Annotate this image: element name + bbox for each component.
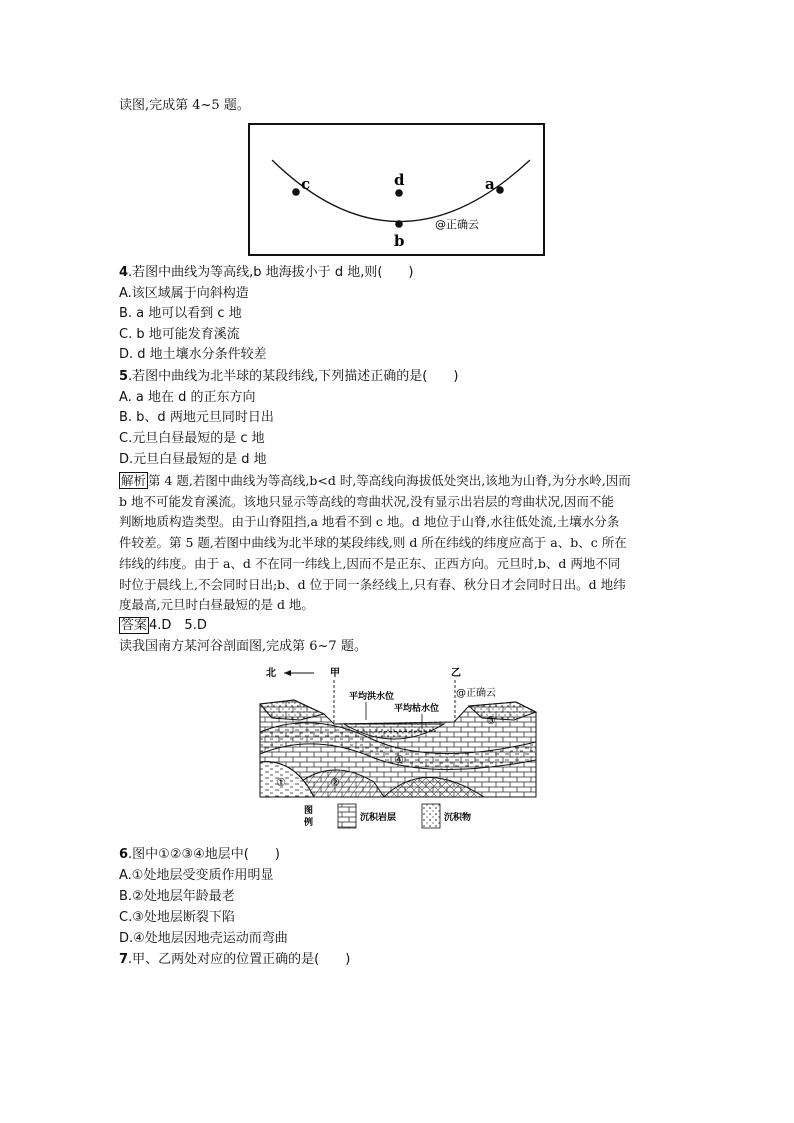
figure-1-curve-diagram [248,123,546,257]
legend-title-1: 图 [304,806,314,816]
q4-option-c[interactable]: C. b 地可能发育溪流 [119,327,240,342]
watermark-2: @正确云 [456,688,496,699]
figure-2-valley-section [254,662,544,832]
answer-line [119,616,207,636]
q6-option-b[interactable]: B.②处地层年龄最老 [119,889,235,904]
yi-label: 乙 [451,668,461,679]
analysis-line: 判断地质构造类型。由于山脊阻挡,a 地看不到 c 地。d 地位于山脊,水往低处流,土壤水分条 [119,514,620,530]
label-b: b [394,232,405,250]
analysis-line: 件较差。第 5 题,若图中曲线为北半球的某段纬线,则 d 所在纬线的纬度应高于 a、b、c 所在 [119,535,627,551]
marker-3: ③ [486,714,496,727]
intro-text-1: 读图,完成第 4~5 题。 [119,98,250,113]
q6-option-a[interactable]: A.①处地层受变质作用明显 [119,868,274,883]
question-7: 7.甲、乙两处对应的位置正确的是( ) [119,952,351,967]
analysis-line: 纬线的纬度。由于 a、d 不在同一纬线上,因而不是正东、正西方向。元旦时,b、d 两地不同 [119,555,621,571]
analysis-line: 度最高,元旦时白昼最短的是 d 地。 [119,597,314,613]
q5-option-b[interactable]: B. b、d 两地元旦同时日出 [119,410,274,425]
q6-option-d[interactable]: D.④处地层因地壳运动而弯曲 [119,931,288,946]
q6-option-c[interactable]: C.③处地层断裂下陷 [119,910,235,925]
marker-4: ④ [394,753,404,766]
question-6: 6.图中①②③④地层中( ) [119,847,280,862]
jia-label: 甲 [330,668,340,679]
intro-text-2: 读我国南方某河谷剖面图,完成第 6~7 题。 [119,639,367,654]
answer-text: 4.D 5.D [149,618,207,633]
question-4: 4.若图中曲线为等高线,b 地海拔小于 d 地,则( ) [119,265,414,280]
label-c: c [301,175,311,193]
legend-sediment-label: 沉积物 [444,813,472,823]
q5-option-d[interactable]: D.元旦白昼最短的是 d 地 [119,452,267,467]
marker-2: ② [330,776,340,789]
label-d: d [394,171,405,189]
legend-rock-label: 沉积岩层 [360,813,397,823]
flood-level-label: 平均洪水位 [349,692,395,702]
q5-option-a[interactable]: A. a 地在 d 的正东方向 [119,390,256,405]
dry-level-label: 平均枯水位 [394,704,440,714]
answer-tag: 答案 [121,618,148,633]
analysis-line: 第 4 题,若图中曲线为等高线,b<d 时,等高线向海拔低处突出,该地为山脊,为分水岭,因而 [148,473,631,488]
north-label: 北 [266,668,276,679]
q5-option-c[interactable]: C.元旦白昼最短的是 c 地 [119,431,265,446]
q4-option-d[interactable]: D. d 地土壤水分条件较差 [119,347,267,362]
label-a: a [485,175,495,193]
q4-option-a[interactable]: A.该区域属于向斜构造 [119,286,249,301]
analysis-line: b 地不可能发育溪流。该地只显示等高线的弯曲状况,没有显示出岩层的弯曲状况,因而不能 [119,493,614,509]
analysis-tag: 解析 [121,473,147,488]
question-5: 5.若图中曲线为北半球的某段纬线,下列描述正确的是( ) [119,369,459,384]
legend-title-2: 例 [304,818,314,828]
analysis-line: 时位于晨线上,不会同时日出;b、d 位于同一条经线上,只有春、秋分日才会同时日出。d 地纬 [119,576,626,592]
marker-1: ① [276,776,286,789]
q4-option-b[interactable]: B. a 地可以看到 c 地 [119,306,242,321]
watermark-1: @正确云 [435,218,479,231]
analysis-block [119,471,665,616]
